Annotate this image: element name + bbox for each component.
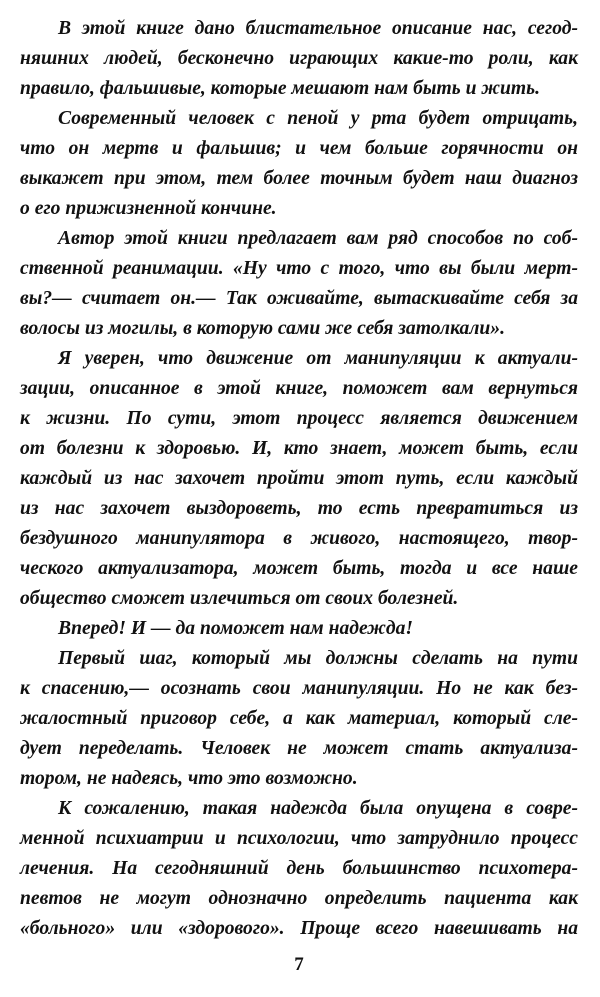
text-line: тором, не надеясь, что это возможно. bbox=[20, 768, 358, 789]
text-line: Вперед! И — да поможет нам надежда! bbox=[58, 618, 414, 639]
text-line: лечения. На сегодняшний день большинство психотера- bbox=[20, 858, 578, 879]
text-line: Первый шаг, который мы должны сделать на пути bbox=[58, 648, 578, 669]
paragraph bbox=[20, 14, 578, 104]
text-line: бездушного манипулятора в живого, настоящего, твор- bbox=[20, 528, 578, 549]
paragraph bbox=[20, 344, 578, 614]
text-line: няшних людей, бесконечно играющих какие-то роли, как bbox=[20, 48, 578, 69]
text-line: от болезни к здоровью. И, кто знает, может быть, если bbox=[20, 438, 578, 459]
text-line: зации, описанное в этой книге, поможет вам вернуться bbox=[20, 378, 578, 399]
text-line: правило, фальшивые, которые мешают нам быть и жить. bbox=[20, 78, 541, 99]
text-line: К сожалению, такая надежда была опущена в совре- bbox=[58, 798, 578, 819]
text-line: ческого актуализатора, может быть, тогда и все наше bbox=[20, 558, 578, 579]
text-line: менной психиатрии и психологии, что затруднило процесс bbox=[20, 828, 578, 849]
paragraph bbox=[20, 224, 578, 344]
text-line: Современный человек с пеной у рта будет отрицать, bbox=[58, 108, 578, 129]
text-line: волосы из могилы, в которую сами же себя затолкали». bbox=[20, 318, 505, 339]
paragraph bbox=[20, 794, 578, 944]
page-number: 7 bbox=[294, 954, 304, 975]
text-line: дует переделать. Человек не может стать актуализа- bbox=[20, 738, 578, 759]
text-line: выкажет при этом, тем более точным будет наш диагноз bbox=[20, 168, 578, 189]
text-body bbox=[20, 14, 578, 944]
text-line: ственной реанимации. «Ну что с того, что вы были мерт- bbox=[20, 258, 578, 279]
text-line: общество сможет излечиться от своих болезней. bbox=[20, 588, 459, 609]
paragraph bbox=[20, 104, 578, 224]
text-line: жалостный приговор себе, а как материал, который сле- bbox=[20, 708, 578, 729]
text-line: к жизни. По сути, этот процесс является движением bbox=[20, 408, 578, 429]
text-line: вы?— считает он.— Так оживайте, вытаскивайте себя за bbox=[20, 288, 578, 309]
text-line: о его прижизненной кончине. bbox=[20, 198, 277, 219]
book-page bbox=[20, 14, 578, 984]
text-line: Автор этой книги предлагает вам ряд способов по соб- bbox=[58, 228, 578, 249]
paragraph bbox=[20, 614, 578, 644]
text-line: что он мертв и фальшив; и чем больше горячности он bbox=[20, 138, 578, 159]
text-line: певтов не могут однозначно определить пациента как bbox=[20, 888, 578, 909]
text-line: к спасению,— осознать свои манипуляции. Но не как без- bbox=[20, 678, 578, 699]
text-line: Я уверен, что движение от манипуляции к актуали- bbox=[58, 348, 578, 369]
text-line: В этой книге дано блистательное описание нас, сегод- bbox=[58, 18, 578, 39]
paragraph bbox=[20, 644, 578, 794]
text-line: каждый из нас захочет пройти этот путь, если каждый bbox=[20, 468, 578, 489]
text-line: из нас захочет выздороветь, то есть превратиться из bbox=[20, 498, 578, 519]
text-line: «больного» или «здорового». Проще всего навешивать на bbox=[20, 918, 578, 939]
